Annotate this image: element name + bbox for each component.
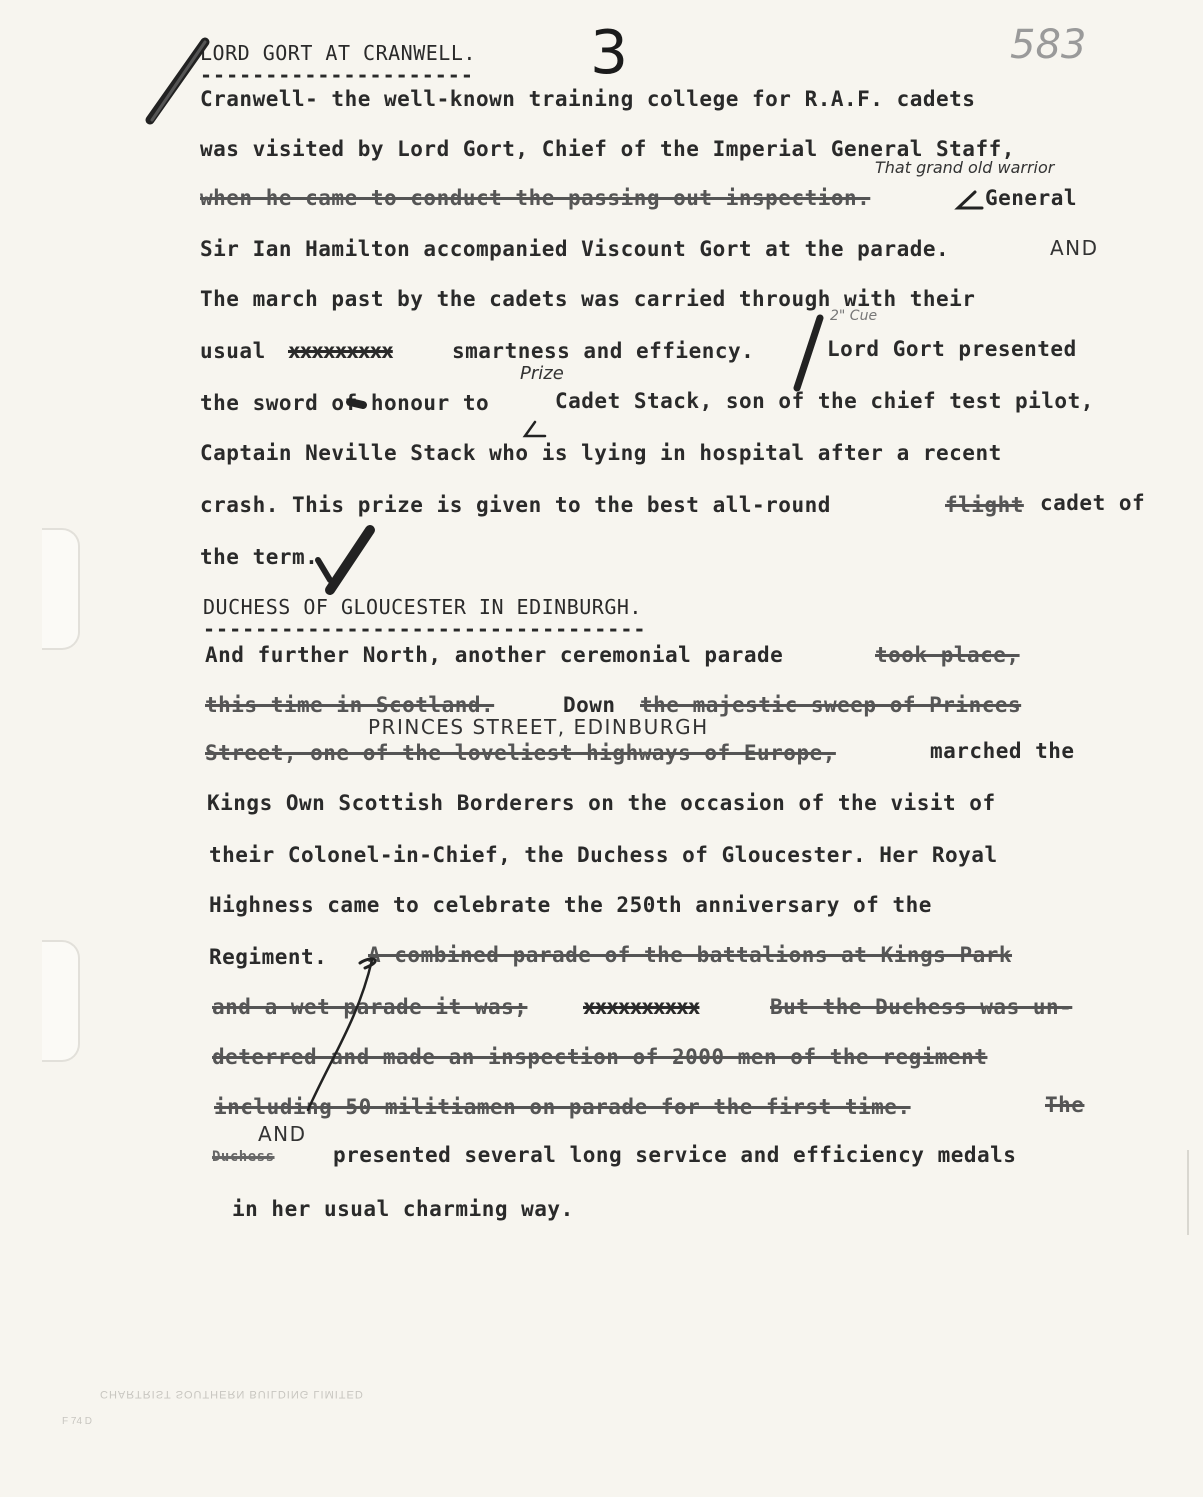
- body-line: Cranwell- the well-known training college for R.A.F. cadets: [200, 87, 976, 111]
- body-line: And further North, another ceremonial parade: [205, 643, 784, 667]
- body-line: marched the: [930, 739, 1075, 763]
- body-line: usual: [200, 339, 266, 363]
- body-line: Kings Own Scottish Borderers on the occasion of the visit of: [207, 791, 996, 815]
- body-line: Highness came to celebrate the 250th anniversary of the: [209, 893, 932, 917]
- bleed-through-text: CHARTRIST SOUTHERN BUILDING LIMITED: [100, 1388, 364, 1400]
- struck-text: But the Duchess was un-: [770, 995, 1073, 1019]
- body-line: Sir Ian Hamilton accompanied Viscount Gort at the parade.: [200, 237, 950, 261]
- section1-heading: LORD GORT AT CRANWELL.: [200, 41, 476, 65]
- body-line: presented several long service and efficiency medals: [333, 1143, 1017, 1167]
- handwritten-annotation: That grand old warrior: [875, 158, 1055, 177]
- struck-text: deterred and made an inspection of 2000 men of the regiment: [212, 1045, 988, 1069]
- body-line: crash. This prize is given to the best all-round: [200, 493, 831, 517]
- section2-heading: DUCHESS OF GLOUCESTER IN EDINBURGH.: [203, 595, 642, 619]
- body-line: smartness and effiency.: [452, 339, 755, 363]
- body-line: Cadet Stack, son of the chief test pilot,: [555, 389, 1094, 413]
- caret-mark: [525, 422, 545, 436]
- page-edge-mark: [1187, 1150, 1203, 1235]
- body-line: General: [985, 186, 1078, 210]
- margin-code: F 74 D: [62, 1416, 93, 1427]
- body-line: the sword of honour to: [200, 391, 490, 415]
- struck-text: Street, one of the loveliest highways of Europe,: [205, 741, 836, 765]
- struck-text: xxxxxxxxxx: [583, 995, 700, 1019]
- paragraph-slash-mark: [797, 318, 820, 388]
- handwritten-annotation: 2" Cue: [830, 308, 878, 324]
- body-line: the term.: [200, 545, 319, 569]
- struck-text: including 50 militiamen on parade for the first time.: [214, 1095, 911, 1119]
- struck-text: this time in Scotland.: [205, 693, 495, 717]
- caret-mark: [958, 192, 982, 208]
- struck-text: when he came to conduct the passing out inspection.: [200, 186, 871, 210]
- struck-text: flight: [945, 493, 1024, 517]
- section1-underline: ---------------------: [200, 63, 474, 87]
- page-number: 3: [590, 18, 629, 88]
- body-line: cadet of: [1040, 491, 1146, 515]
- insert-line: [308, 960, 372, 1110]
- handwritten-insert: Prize: [520, 363, 564, 384]
- body-line: Lord Gort presented: [827, 337, 1077, 361]
- body-line: was visited by Lord Gort, Chief of the Imperial General Staff,: [200, 137, 1015, 161]
- struck-text: and a wet parade it was;: [212, 995, 528, 1019]
- body-line: Captain Neville Stack who is lying in hospital after a recent: [200, 441, 1002, 465]
- struck-text: took place,: [875, 643, 1020, 667]
- struck-text: The: [1045, 1093, 1085, 1117]
- struck-text: the majestic sweep of Princes: [640, 693, 1022, 717]
- struck-text: A combined parade of the battalions at Kings Park: [368, 943, 1013, 967]
- handwritten-insert: AND: [258, 1122, 307, 1146]
- punch-hole-middle: [42, 940, 80, 1062]
- body-line: The march past by the cadets was carried through with their: [200, 287, 976, 311]
- body-line: their Colonel-in-Chief, the Duchess of Gloucester. Her Royal: [209, 843, 998, 867]
- struck-text: xxxxxxxxx: [288, 339, 393, 363]
- struck-text: Duchess: [212, 1149, 275, 1165]
- section2-underline: ----------------------------------: [203, 617, 647, 641]
- body-line: in her usual charming way.: [232, 1197, 574, 1221]
- handwritten-insert: PRINCES STREET, EDINBURGH: [368, 715, 709, 739]
- body-line: Regiment.: [209, 945, 328, 969]
- body-line: Down: [563, 693, 616, 717]
- handwritten-insert: AND: [1050, 236, 1099, 260]
- punch-hole-top: [42, 528, 80, 650]
- margin-slash-mark: [150, 42, 205, 120]
- reference-number: 583: [1010, 22, 1087, 68]
- ink-stroke: [330, 530, 370, 590]
